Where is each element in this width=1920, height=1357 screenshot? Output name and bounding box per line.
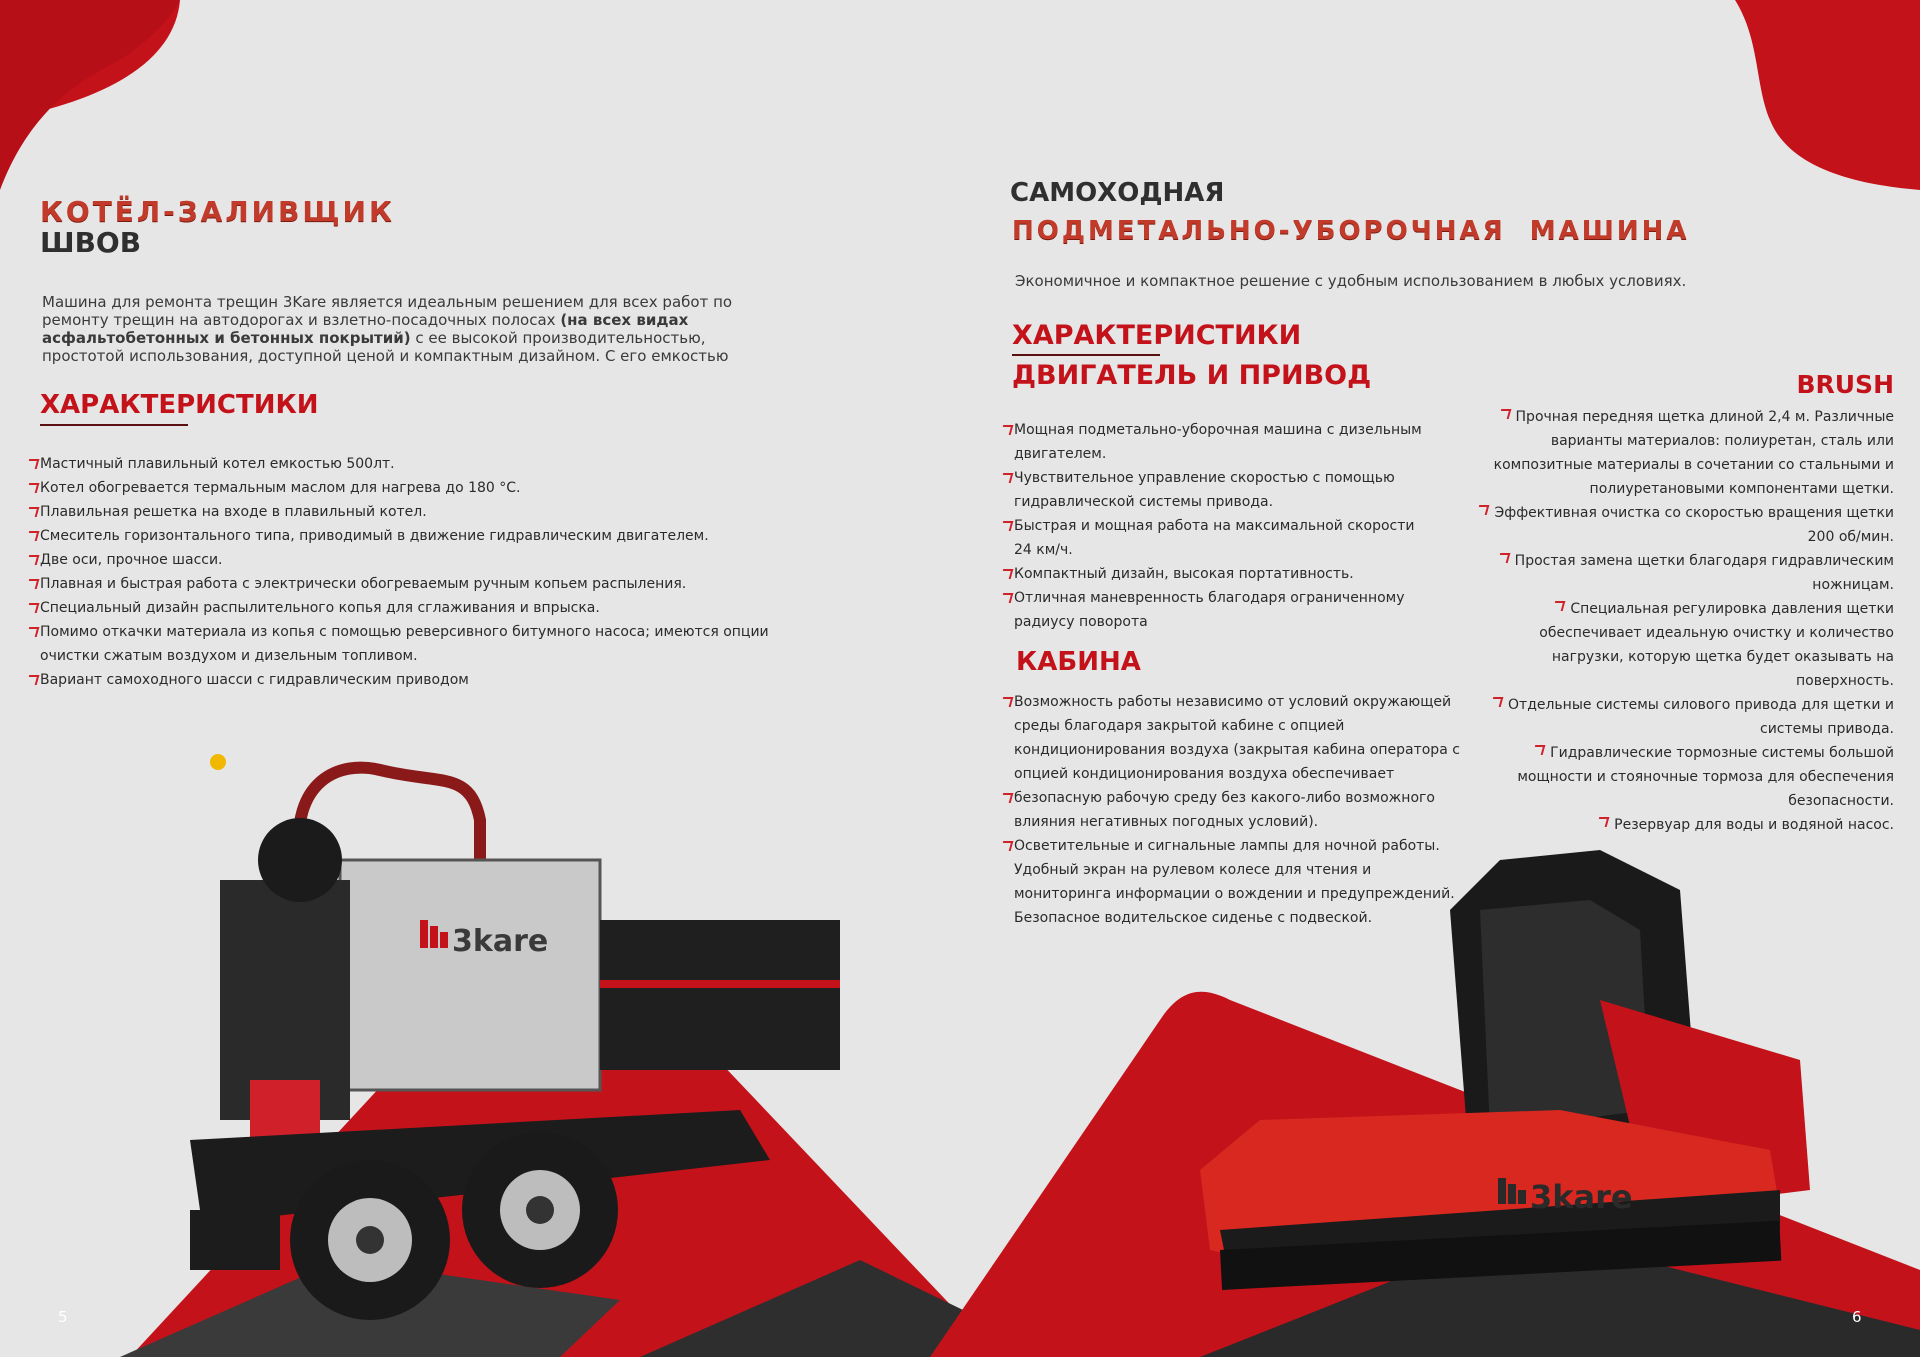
left-feature-item-text: Специальный дизайн распылительного копья для сглаживания и впрыска. — [40, 600, 600, 616]
bullet-marker-icon — [1498, 409, 1511, 419]
right-section-heading-1: ХАРАКТЕРИСТИКИ — [1012, 320, 1302, 351]
left-feature-item-text: Мастичный плавильный котел емкостью 500лт. — [40, 456, 395, 472]
bullet-marker-icon — [1491, 697, 1504, 707]
engine-feature-item — [1002, 514, 1432, 562]
left-description — [42, 293, 762, 365]
cabin-feature-item-text: Осветительные и сигнальные лампы для ночной работы. Удобный экран на рулевом колесе для чтения и мониторинга информации о вождении и предупреждений. Безопасное водительское сиденье с подвеской. — [1014, 838, 1455, 926]
brush-feature-item — [1474, 549, 1894, 597]
bullet-marker-icon — [1001, 569, 1014, 579]
engine-feature-item-text: Компактный дизайн, высокая портативность. — [1014, 566, 1354, 582]
engine-feature-item — [1002, 418, 1432, 466]
left-feature-item-text: Смеситель горизонтального типа, приводимый в движение гидравлическим двигателем. — [40, 528, 709, 544]
right-title-line2: ПОДМЕТАЛЬНО-УБОРОЧНАЯ МАШИНА — [1012, 216, 1690, 246]
bullet-marker-icon — [1001, 697, 1014, 707]
left-feature-item — [28, 596, 828, 620]
bullet-marker-icon — [1001, 793, 1014, 803]
left-feature-item — [28, 452, 828, 476]
brush-feature-item-text: Специальная регулировка давления щетки обеспечивает идеальную очистку и количество нагрузки, которую щетка будет оказывать на поверхность. — [1539, 601, 1894, 689]
bullet-marker-icon — [1497, 553, 1510, 563]
sweeper-machine-image — [1180, 850, 1840, 1310]
bullet-marker-icon — [1001, 841, 1014, 851]
crack-sealer-machine-image — [180, 740, 860, 1340]
left-machine-brand: 3kare — [452, 924, 549, 959]
right-machine-brand: 3kare — [1530, 1178, 1633, 1216]
left-page-number: 5 — [58, 1308, 68, 1326]
left-feature-item — [28, 668, 828, 692]
bullet-marker-icon — [27, 459, 40, 469]
brush-heading: BRUSH — [1796, 370, 1894, 399]
bullet-marker-icon — [1553, 601, 1566, 611]
bullet-marker-icon — [27, 555, 40, 565]
engine-feature-item-text: Чувствительное управление скоростью с помощью гидравлической системы привода. — [1014, 470, 1395, 510]
bullet-marker-icon — [1477, 505, 1490, 515]
beacon-light — [210, 754, 226, 770]
left-description-text: Машина для ремонта трещин 3Kare является идеальным решением для всех работ по ремонту трещин на автодорогах и взлетно-посадочных полосах — [42, 293, 733, 329]
left-feature-item — [28, 620, 828, 668]
right-section-underline — [1012, 354, 1160, 356]
brush-feature-item-text: Резервуар для воды и водяной насос. — [1614, 817, 1894, 833]
right-title-line1: САМОХОДНАЯ — [1010, 178, 1225, 208]
bullet-marker-icon — [1001, 473, 1014, 483]
brush-feature-list — [1474, 405, 1894, 837]
right-section-heading-2: ДВИГАТЕЛЬ И ПРИВОД — [1012, 360, 1372, 391]
brush-feature-item-text: Гидравлические тормозные системы большой мощности и стояночные тормоза для обеспечения безопасности. — [1517, 745, 1894, 809]
engine-feature-list — [1002, 418, 1432, 634]
left-feature-item-text: Помимо откачки материала из копья с помощью реверсивного битумного насоса; имеются опции очистки сжатым воздухом и дизельным топливом. — [40, 624, 769, 664]
left-title-line1: КОТЁЛ-ЗАЛИВЩИК — [40, 195, 395, 228]
brush-feature-item-text: Простая замена щетки благодаря гидравлическим ножницам. — [1514, 553, 1894, 593]
bullet-marker-icon — [1533, 745, 1546, 755]
bullet-marker-icon — [27, 483, 40, 493]
bullet-marker-icon — [27, 675, 40, 685]
left-description-text-2: с ее высокой производительностью, простотой использования, доступной ценой и компактным дизайном. С его емкостью — [42, 329, 729, 365]
corner-shape-top-right — [1735, 0, 1920, 190]
left-title-line2: ШВОВ — [40, 226, 142, 259]
left-feature-item-text: Две оси, прочное шасси. — [40, 552, 223, 568]
engine-feature-item — [1002, 466, 1432, 514]
cabin-feature-item — [1002, 786, 1467, 834]
left-feature-item-text: Плавильная решетка на входе в плавильный котел. — [40, 504, 427, 520]
brush-feature-item — [1474, 597, 1894, 693]
left-feature-item — [28, 572, 828, 596]
bullet-marker-icon — [27, 603, 40, 613]
cabin-feature-item-text: безопасную рабочую среду без какого-либо возможного влияния негативных погодных условий). — [1014, 790, 1435, 830]
engine-feature-item — [1002, 586, 1432, 634]
left-feature-item-text: Вариант самоходного шасси с гидравлическим приводом — [40, 672, 469, 688]
cabin-feature-item-text: Возможность работы независимо от условий окружающей среды благодаря закрытой кабине с опцией кондиционирования воздуха (закрытая кабина оператора с опцией кондиционирования воздуха обеспечивает — [1014, 694, 1460, 782]
bullet-marker-icon — [1001, 521, 1014, 531]
left-feature-item — [28, 548, 828, 572]
brush-feature-item — [1474, 693, 1894, 741]
brush-feature-item — [1474, 501, 1894, 549]
cabin-feature-item — [1002, 690, 1467, 786]
brush-feature-item-text: Эффективная очистка со скоростью вращения щетки 200 об/мин. — [1494, 505, 1894, 545]
left-feature-list — [28, 452, 828, 692]
engine-feature-item-text: Отличная маневренность благодаря ограниченному радиусу поворота — [1014, 590, 1405, 630]
right-subtitle: Экономичное и компактное решение с удобным использованием в любых условиях. — [1015, 272, 1687, 290]
left-feature-item-text: Котел обогревается термальным маслом для нагрева до 180 °C. — [40, 480, 521, 496]
left-feature-item — [28, 476, 828, 500]
left-section-heading: ХАРАКТЕРИСТИКИ — [40, 390, 319, 420]
left-section-underline — [40, 424, 188, 426]
bullet-marker-icon — [1597, 817, 1610, 827]
left-feature-item-text: Плавная и быстрая работа с электрически обогреваемым ручным копьем распыления. — [40, 576, 687, 592]
right-page-number: 6 — [1852, 1308, 1862, 1326]
bullet-marker-icon — [27, 507, 40, 517]
brush-feature-item-text: Прочная передняя щетка длиной 2,4 м. Различные варианты материалов: полиуретан, сталь или композитные материалы в сочетании со стальными и полиуретановыми компонентами щетки. — [1493, 409, 1894, 497]
engine-feature-item-text: Быстрая и мощная работа на максимальной скорости 24 км/ч. — [1014, 518, 1415, 558]
bullet-marker-icon — [27, 627, 40, 637]
left-feature-item — [28, 524, 828, 548]
bullet-marker-icon — [1001, 593, 1014, 603]
left-feature-item — [28, 500, 828, 524]
brush-feature-item — [1474, 405, 1894, 501]
brush-feature-item — [1474, 741, 1894, 813]
cabin-heading: КАБИНА — [1016, 647, 1141, 677]
engine-feature-item — [1002, 562, 1432, 586]
engine-feature-item-text: Мощная подметально-уборочная машина с дизельным двигателем. — [1014, 422, 1422, 462]
bullet-marker-icon — [1001, 425, 1014, 435]
bullet-marker-icon — [27, 579, 40, 589]
left-description-bold: (на всех видах асфальтобетонных и бетонных покрытий) — [42, 311, 689, 347]
brush-feature-item — [1474, 813, 1894, 837]
bullet-marker-icon — [27, 531, 40, 541]
brush-feature-item-text: Отдельные системы силового привода для щетки и системы привода. — [1508, 697, 1894, 737]
